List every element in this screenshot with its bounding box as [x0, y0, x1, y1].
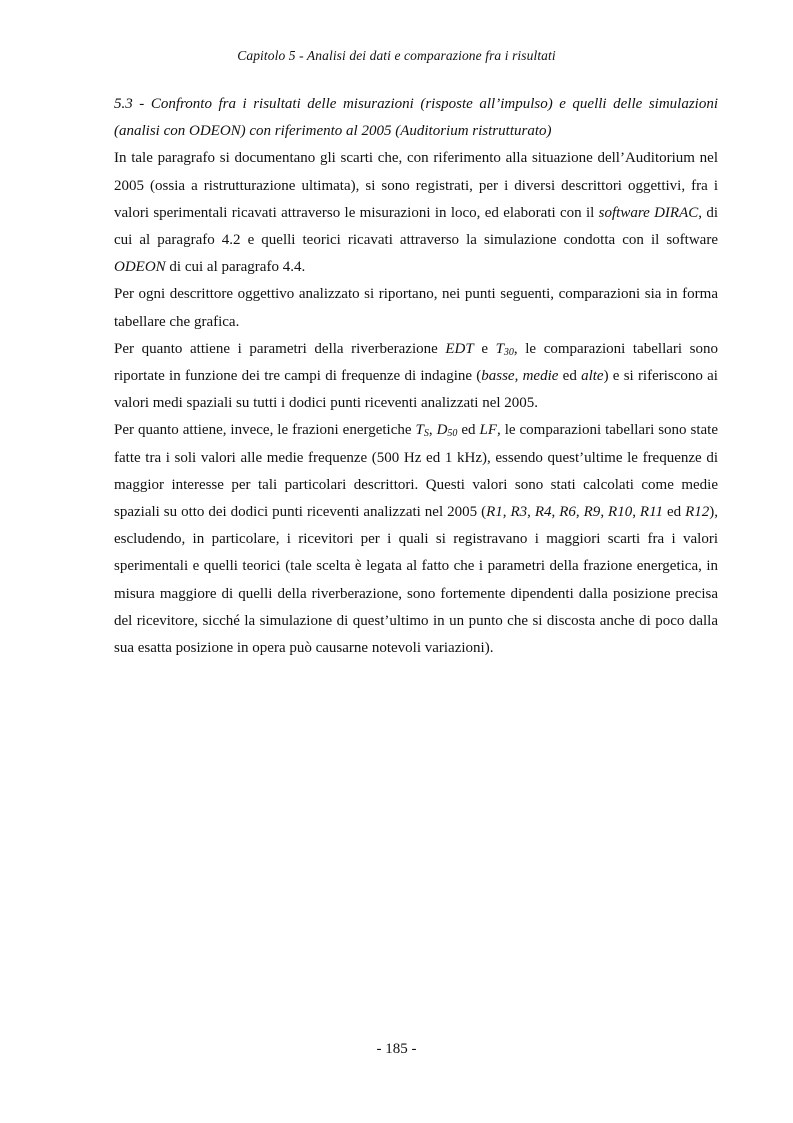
- text-run: ), escludendo, in particolare, i ricevitori per i quali si registravano i maggiori scarti fra i valori sperimentali e quelli teorici (tale scelta è legata al fatto che i parametri della frazione energetica, in misura maggiore di quelli della riverberazione, sono fortemente dipendenti dalla posizione precisa del ricevitore, sicché la simulazione di quest’ultimo in un punto che si discosta anche di poco dalla sua esatta posizione in opera può causarne notevoli variazioni).: [114, 504, 718, 657]
- text-run: ed: [457, 422, 480, 439]
- receiver-r6: R6: [559, 504, 576, 521]
- term-d50: [437, 422, 458, 438]
- term-alte: alte: [581, 368, 604, 385]
- text-run: ed: [558, 368, 582, 385]
- subscript: 30: [503, 346, 514, 358]
- text-run: ,: [575, 504, 584, 521]
- text-run: ,: [527, 504, 535, 521]
- receiver-r9: R9: [583, 504, 601, 521]
- receiver-r4: R4: [534, 504, 552, 521]
- term-lf: LF: [479, 422, 498, 439]
- symbol: T: [495, 340, 504, 357]
- symbol: T: [415, 422, 424, 439]
- term-medie: medie: [522, 368, 559, 385]
- text-run: Per quanto attiene, invece, le frazioni energetiche: [114, 422, 416, 439]
- term-ts: [416, 422, 429, 438]
- receiver-r11: R11: [639, 504, 663, 521]
- text-run: ) e si riferiscono ai valori medi spaziali su tutti i dodici punti riceventi analizzati nel 2005.: [114, 368, 718, 412]
- page-number: - 185 -: [376, 1041, 417, 1057]
- subscript: S: [423, 428, 429, 440]
- text-run: di cui al paragrafo 4.4.: [165, 259, 306, 276]
- text-run: ,: [514, 368, 523, 385]
- text-run: ed: [662, 504, 686, 521]
- receiver-r3: R3: [510, 504, 528, 521]
- text-run: e: [473, 340, 496, 357]
- text-run: ,: [551, 504, 560, 521]
- text-run: ,: [502, 504, 511, 521]
- term-edt: EDT: [445, 340, 474, 357]
- text-run: ,: [600, 504, 609, 521]
- symbol: D: [436, 422, 448, 439]
- text-run: Per quanto attiene i parametri della riverberazione: [114, 340, 446, 357]
- text-run: In tale paragrafo si documentano gli scarti che, con riferimento alla situazione dell’Auditorium nel 2005 (ossia a ristrutturazione ultimata), si sono registrati, per i diversi descrittori oggettivi, fra i valori sperimentali ricavati attraverso le misurazioni in loco, ed elaborati con il: [114, 150, 718, 221]
- software-name-odeon: ODEON: [114, 259, 166, 276]
- paragraph-comparisons: Per ogni descrittore oggettivo analizzato si riportano, nei punti seguenti, comparazioni sia in forma tabellare che grafica.: [114, 286, 718, 330]
- paragraph-reverberation: [114, 336, 718, 418]
- paragraph-energy-fractions: [114, 417, 718, 662]
- receiver-r1: R1: [486, 504, 503, 521]
- term-t30: [496, 341, 514, 357]
- software-name-dirac: software DIRAC: [598, 204, 699, 221]
- body-text: [114, 91, 718, 662]
- paragraph-intro: [114, 145, 718, 281]
- receiver-r10: R10: [608, 504, 633, 521]
- receiver-r12: R12: [685, 504, 710, 521]
- section-title: 5.3 - Confronto fra i risultati delle misurazioni (risposte all’impulso) e quelli delle simulazioni (analisi con ODEON) con riferimento al 2005 (Auditorium ristrutturato): [114, 96, 718, 140]
- term-basse: basse: [481, 368, 515, 385]
- subscript: 50: [447, 428, 458, 440]
- text-run: , le comparazioni tabellari sono riportate in funzione dei tre campi di frequenze di indagine (: [114, 340, 718, 385]
- text-run: , le comparazioni tabellari sono state fatte tra i soli valori alle medie frequenze (500 Hz ed 1 kHz), essendo quest’ultime le frequenze di maggior interesse per tali particolari descrittori. Questi valori sono stati calcolati come medie spaziali su otto dei dodici punti riceventi analizzati nel 2005 (: [114, 422, 719, 521]
- text-run: , di cui al paragrafo 4.2 e quelli teorici ricavati attraverso la simulazione condotta con il software: [114, 204, 719, 249]
- text-run: ,: [632, 504, 640, 521]
- running-header: Capitolo 5 - Analisi dei dati e comparazione fra i risultati: [237, 48, 556, 63]
- text-run: ,: [428, 422, 437, 439]
